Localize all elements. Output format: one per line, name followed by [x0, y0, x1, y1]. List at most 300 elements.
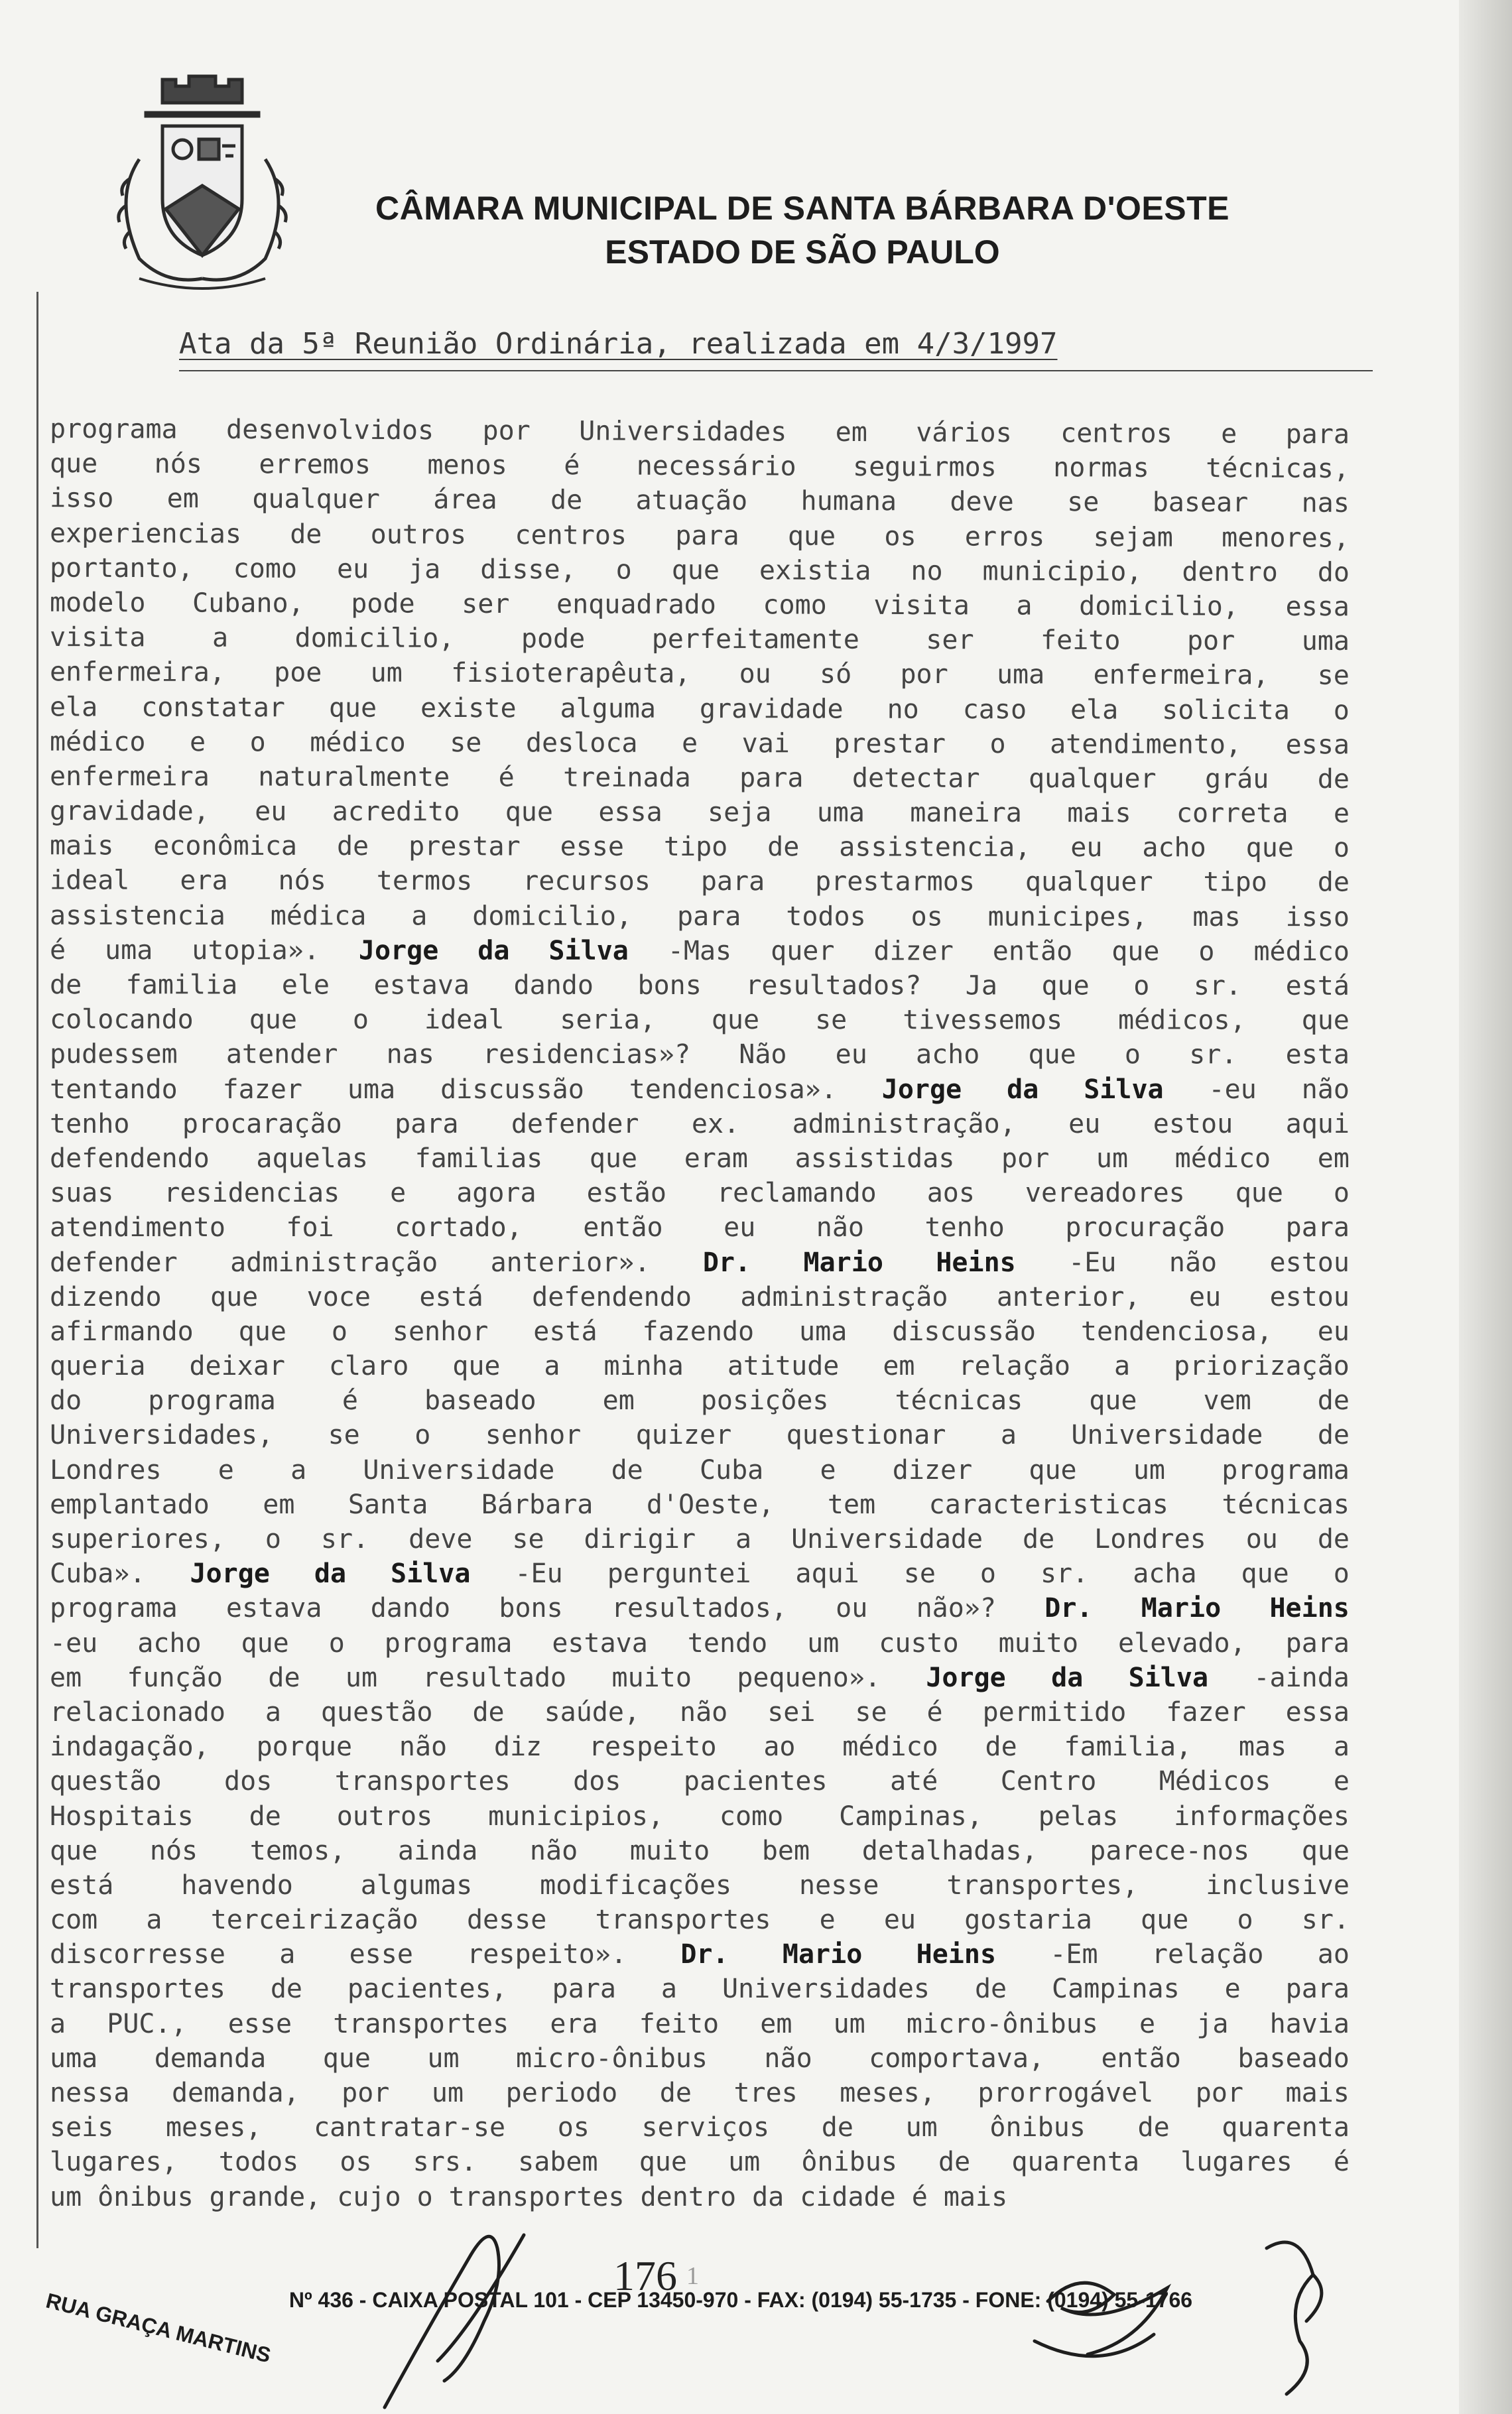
text-word: relação — [958, 1351, 1071, 1382]
text-word: que — [1029, 1454, 1077, 1486]
text-word: prestarmos — [815, 866, 975, 898]
text-line — [50, 1176, 1350, 1210]
text-word: perguntei — [607, 1558, 751, 1590]
text-word: recursos — [523, 866, 651, 897]
text-word: dizendo — [50, 1281, 162, 1312]
text-line — [50, 1453, 1350, 1488]
text-word: estava — [552, 1627, 648, 1659]
text-word: um — [431, 2078, 464, 2108]
text-word: a — [146, 1905, 162, 1936]
text-word: superiores, — [50, 1524, 225, 1555]
text-word: Santa — [347, 1489, 428, 1520]
text-word: e — [1221, 418, 1237, 450]
text-word: que — [1241, 1558, 1289, 1590]
text-line — [50, 1383, 1350, 1418]
speaker-name-word: Jorge — [926, 1662, 1006, 1693]
text-word: cortado, — [395, 1212, 523, 1243]
text-word: em — [263, 1489, 295, 1520]
text-word: de — [1317, 1385, 1350, 1417]
text-word: pequeno». — [737, 1662, 881, 1693]
text-word: tendo — [687, 1627, 768, 1659]
text-word: então — [583, 1212, 663, 1243]
text-word: deve — [950, 486, 1014, 518]
text-word: estou — [1153, 1108, 1233, 1139]
text-word: a — [1000, 1420, 1017, 1451]
speaker-name-word: Heins — [1269, 1593, 1350, 1624]
text-word: se — [815, 1005, 848, 1036]
speaker-name-word: Dr. — [680, 1939, 729, 1970]
text-word: familia — [125, 970, 238, 1001]
text-word: comportava, — [869, 2043, 1045, 2074]
text-word: esse — [227, 2008, 292, 2039]
text-word: nas — [1301, 487, 1350, 519]
text-word: o — [416, 2181, 433, 2212]
text-word: naturalmente — [258, 761, 450, 793]
text-word: não — [529, 1835, 578, 1866]
text-word: e — [1333, 798, 1350, 829]
text-word: de — [1317, 867, 1350, 898]
text-word: programa — [49, 413, 178, 445]
text-word: pelas — [1038, 1801, 1119, 1832]
text-word: municipio, — [982, 556, 1143, 588]
text-word: nesse — [799, 1870, 879, 1901]
text-word: médico — [1253, 936, 1350, 967]
text-word: uma — [1301, 625, 1350, 657]
text-word: foi — [286, 1212, 334, 1243]
speaker-name-word: Jorge — [190, 1558, 270, 1590]
text-word: mais — [1285, 2078, 1350, 2108]
text-word: constatar — [141, 692, 286, 723]
text-word: questionar — [786, 1420, 946, 1451]
text-word: fazer — [1166, 1696, 1246, 1728]
text-word: ao — [763, 1732, 796, 1763]
text-word: só — [819, 659, 852, 690]
speaker-name-word: da — [477, 935, 510, 966]
text-word: dentro — [1182, 556, 1278, 588]
text-word: experiencias — [49, 517, 242, 549]
text-word: seja — [707, 797, 772, 828]
text-word: senhor — [392, 1316, 489, 1347]
text-word: administração, — [792, 1108, 1016, 1139]
text-word: fazer — [222, 1074, 303, 1105]
text-word: gravidade, — [49, 796, 210, 827]
text-word: por — [1001, 1143, 1050, 1174]
text-word: médico — [1174, 1143, 1271, 1174]
text-word: e — [1224, 1974, 1241, 2005]
text-word: e — [1333, 1766, 1350, 1797]
text-word: não — [816, 1212, 864, 1243]
text-word: centros — [515, 519, 627, 551]
text-word: que — [452, 1351, 501, 1382]
text-word: que — [241, 1627, 289, 1659]
text-line — [50, 1072, 1350, 1107]
text-word: modificações — [540, 1870, 732, 1901]
text-word: acha — [1133, 1558, 1197, 1590]
text-word: atuação — [635, 485, 748, 517]
text-word: que — [505, 796, 554, 828]
text-line — [50, 412, 1350, 452]
text-word: ao — [1317, 1939, 1350, 1970]
text-word: é — [1333, 2147, 1350, 2178]
text-word: um — [1133, 1454, 1166, 1486]
text-word: -Eu — [1068, 1247, 1117, 1278]
text-word: que — [249, 1004, 297, 1035]
text-word: assistencia, — [839, 832, 1031, 863]
text-word: se — [450, 727, 482, 758]
text-word: em — [602, 1385, 635, 1417]
text-word: familia, — [1064, 1732, 1192, 1763]
text-line — [50, 1764, 1350, 1799]
text-line — [50, 898, 1350, 934]
text-word: ônibus — [97, 2181, 194, 2212]
text-word: o — [249, 727, 266, 758]
text-word: que — [639, 2147, 687, 2178]
text-word: eu — [883, 1905, 916, 1936]
text-word: para — [676, 901, 741, 932]
text-word: deixar — [189, 1351, 285, 1382]
text-word: -Em — [1050, 1939, 1098, 1970]
text-word: tres — [733, 2078, 798, 2108]
text-line — [50, 620, 1350, 659]
text-word: se — [903, 1558, 936, 1590]
text-word: a — [279, 1939, 296, 1970]
text-word: um — [427, 2043, 460, 2074]
text-line — [50, 759, 1350, 796]
institution-name: CÂMARA MUNICIPAL DE SANTA BÁRBARA D'OESTE — [375, 190, 1229, 227]
text-word: dando — [513, 970, 594, 1001]
text-word: estão — [586, 1178, 666, 1209]
text-line — [50, 1591, 1350, 1625]
text-word: os — [340, 2147, 372, 2178]
text-word: técnicas — [895, 1385, 1023, 1417]
speaker-name-word: Heins — [916, 1939, 997, 1970]
page-number-stamp: 1 — [686, 2262, 699, 2290]
text-word: temos, — [249, 1835, 346, 1866]
text-word: eu — [1188, 1281, 1222, 1312]
text-word: utopia». — [192, 934, 320, 966]
text-word: estou — [1269, 1247, 1350, 1278]
text-word: sr. — [1040, 1558, 1089, 1590]
text-word: poe — [274, 657, 322, 688]
text-word: ônibus — [989, 2112, 1086, 2143]
text-word: não»? — [916, 1593, 996, 1624]
text-line — [50, 481, 1350, 521]
text-word: um — [807, 1627, 840, 1659]
text-word: por — [1195, 2078, 1244, 2108]
text-word: por — [1186, 625, 1235, 657]
text-word: médica — [270, 900, 367, 931]
text-word: caso — [962, 694, 1027, 725]
text-word: qualquer — [252, 483, 381, 515]
text-word: questão — [320, 1696, 433, 1728]
text-word: municipios, — [488, 1801, 664, 1832]
text-word: pacientes — [683, 1766, 828, 1797]
text-word: a — [212, 622, 229, 653]
text-word: dos — [224, 1766, 273, 1797]
text-word: gráu — [1204, 763, 1269, 794]
text-word: de — [821, 2112, 853, 2143]
text-word: essa — [1285, 1696, 1350, 1728]
text-word: todos — [786, 901, 866, 932]
text-word: a — [1113, 1351, 1131, 1382]
text-word: de — [550, 485, 583, 516]
text-word: técnicas, — [1206, 453, 1350, 485]
text-word: prorrogável — [977, 2078, 1154, 2108]
text-word: residencias»? — [482, 1039, 691, 1070]
text-word: acho — [137, 1627, 202, 1659]
text-word: função — [127, 1662, 223, 1693]
text-word: a — [265, 1696, 281, 1728]
text-word: PUC., — [107, 2008, 187, 2039]
text-line — [50, 1210, 1350, 1245]
text-word: de — [472, 1696, 505, 1728]
speaker-name-word: Mario — [1141, 1593, 1222, 1624]
text-word: assistencia — [49, 900, 225, 931]
text-word: ela — [1070, 694, 1119, 726]
text-line — [50, 1937, 1350, 1972]
text-word: o — [615, 554, 632, 586]
text-word: o — [328, 1627, 345, 1659]
text-word: que — [322, 2043, 371, 2074]
text-word: técnicas — [1222, 1489, 1350, 1520]
text-word: serviços — [641, 2112, 770, 2143]
text-word: existia — [759, 555, 871, 586]
text-line — [50, 2145, 1350, 2179]
text-word: administração — [230, 1247, 438, 1278]
text-word: está — [419, 1281, 483, 1312]
text-word: transportes — [333, 2008, 509, 2039]
title-rule — [179, 370, 1373, 371]
text-word: que — [1245, 832, 1294, 863]
text-word: para — [1285, 418, 1350, 450]
text-word: de — [611, 1454, 643, 1486]
text-word: de — [270, 1974, 302, 2005]
text-word: domicilio, — [294, 623, 455, 654]
text-word: que — [1141, 1905, 1189, 1936]
text-word: detalhadas, — [861, 1835, 1038, 1866]
text-word: que — [50, 1835, 98, 1866]
text-word: a — [544, 1351, 560, 1382]
text-word: relacionado — [50, 1696, 225, 1728]
text-word: transportes — [50, 1974, 225, 2005]
text-word: voce — [306, 1281, 371, 1312]
text-word: se — [855, 1696, 887, 1728]
text-word: o — [1333, 1178, 1350, 1209]
text-word: Universidades — [579, 416, 787, 448]
text-word: alguma — [560, 692, 657, 724]
text-word: do — [1317, 557, 1350, 588]
text-word: transportes — [334, 1766, 511, 1797]
text-line — [50, 1141, 1350, 1176]
text-word: Médicos — [1159, 1766, 1271, 1797]
text-word: um — [833, 2008, 865, 2039]
text-word: isso — [1285, 901, 1350, 932]
text-word: não — [680, 1696, 728, 1728]
text-line — [50, 794, 1350, 831]
text-word: essa — [1285, 729, 1350, 761]
text-word: o — [1333, 695, 1350, 726]
speaker-name-word: da — [1051, 1662, 1084, 1693]
text-word: essa — [598, 796, 662, 828]
text-word: eu — [724, 1212, 756, 1243]
text-word: sr. — [1189, 1039, 1237, 1070]
text-word: estava — [373, 970, 470, 1001]
text-word: uma — [105, 934, 153, 966]
text-word: muito — [629, 1835, 710, 1866]
text-word: outros — [370, 519, 467, 550]
text-word: necessário — [636, 450, 796, 482]
text-word: baseado — [1237, 2043, 1350, 2074]
text-word: ja — [1196, 2008, 1229, 2039]
text-word: que — [1111, 936, 1160, 967]
text-word: mais — [1067, 798, 1131, 829]
text-word: em — [166, 483, 199, 515]
text-word: perfeitamente — [651, 623, 859, 655]
text-word: basear — [1152, 487, 1249, 519]
text-word: e — [218, 1454, 234, 1486]
text-word: respeito». — [467, 1939, 627, 1970]
text-word: tenho — [924, 1212, 1005, 1243]
text-word: menos — [427, 450, 507, 481]
text-word: quizer — [635, 1420, 732, 1451]
text-word: do — [50, 1385, 82, 1417]
text-line — [50, 1488, 1350, 1522]
text-line — [50, 1868, 1350, 1903]
text-word: como — [763, 590, 827, 621]
text-word: havia — [1269, 2008, 1350, 2039]
text-word: d'Oeste, — [646, 1489, 775, 1520]
speaker-name-word: Mario — [803, 1247, 883, 1278]
text-word: uma — [816, 797, 865, 828]
text-word: de — [1317, 1524, 1350, 1555]
text-word: parece-nos — [1090, 1835, 1250, 1866]
text-word: por — [342, 2078, 390, 2108]
text-word: respeito — [588, 1732, 717, 1763]
text-word: menores, — [1222, 522, 1350, 554]
text-word: micro-ônibus — [516, 2043, 708, 2074]
text-word: familias — [414, 1143, 543, 1174]
text-word: gostaria — [964, 1905, 1092, 1936]
text-word: questão — [50, 1766, 162, 1797]
text-word: os — [557, 2112, 590, 2143]
text-word: ideal — [424, 1004, 505, 1035]
text-word: afirmando — [50, 1316, 194, 1347]
text-word: o — [1333, 832, 1350, 863]
text-word: solicita — [1162, 694, 1290, 726]
text-word: indagação, — [50, 1732, 210, 1763]
text-word: seis — [50, 2112, 114, 2143]
text-word: qualquer — [1025, 867, 1153, 898]
text-line — [50, 1314, 1350, 1349]
text-word: para — [675, 520, 739, 551]
text-word: ex. — [691, 1108, 740, 1139]
text-word: e — [819, 1905, 836, 1936]
text-line — [50, 1626, 1350, 1661]
text-word: aqui — [795, 1558, 859, 1590]
text-word: desse — [466, 1905, 547, 1936]
text-word: senhor — [485, 1420, 582, 1451]
text-word: baseado — [424, 1385, 536, 1417]
text-word: sr. — [1193, 970, 1242, 1001]
text-word: que — [49, 448, 98, 479]
text-word: sei — [767, 1696, 816, 1728]
text-word: não — [1168, 1247, 1218, 1278]
text-word: prestar — [409, 831, 521, 862]
text-word: como — [233, 553, 298, 584]
text-word: prestar — [834, 728, 946, 759]
text-line — [50, 1695, 1350, 1730]
text-word: defendendo — [532, 1281, 692, 1312]
text-word: uma — [799, 1316, 848, 1347]
text-word: normas — [1053, 452, 1149, 483]
speaker-name-word: Dr. — [1044, 1593, 1093, 1624]
text-word: em — [835, 416, 867, 448]
text-word: havendo — [181, 1870, 293, 1901]
text-word: eu — [1070, 832, 1103, 863]
text-word: por — [482, 415, 531, 446]
text-word: mas — [1192, 901, 1241, 932]
text-word: então — [992, 936, 1073, 967]
text-word: porque — [256, 1732, 353, 1763]
text-word: transportes, — [946, 1870, 1139, 1901]
text-word: tentando — [49, 1074, 178, 1105]
text-word: assistidas — [794, 1143, 955, 1174]
text-word: então — [1101, 2043, 1181, 2074]
text-word: estou — [1269, 1281, 1350, 1312]
text-word: -Eu — [515, 1558, 563, 1590]
text-word: para — [1285, 1212, 1350, 1243]
text-word: para — [1285, 1974, 1350, 2005]
text-word: um — [905, 2112, 938, 2143]
text-word: defender — [511, 1108, 639, 1139]
text-word: Cubano, — [192, 588, 304, 619]
text-word: a — [290, 1454, 307, 1486]
text-word: que — [328, 692, 377, 724]
text-line — [50, 2110, 1350, 2145]
text-word: vereadores — [1025, 1178, 1185, 1209]
text-word: de — [985, 1732, 1017, 1763]
text-word: era — [550, 2008, 598, 2039]
text-word: pode — [351, 588, 415, 619]
text-word: é — [911, 2181, 928, 2212]
text-word: emplantado — [50, 1489, 210, 1520]
text-line — [50, 1349, 1350, 1383]
text-word: srs. — [412, 2147, 477, 2178]
text-word: lugares, — [50, 2147, 178, 2178]
text-word: médico — [310, 727, 406, 758]
text-word: de — [767, 832, 800, 863]
text-word: o — [989, 728, 1006, 759]
text-word: de — [290, 519, 322, 550]
text-word: o — [1124, 1039, 1141, 1070]
text-word: que — [210, 1281, 259, 1312]
text-word: eu — [835, 1039, 867, 1070]
text-line — [50, 1556, 1350, 1591]
state-name: ESTADO DE SÃO PAULO — [605, 233, 1000, 271]
text-word: que — [589, 1143, 638, 1174]
text-word: de — [938, 2147, 971, 2178]
text-word: treinada — [563, 762, 691, 793]
text-word: inclusive — [1206, 1870, 1350, 1901]
text-word: residencias — [164, 1178, 340, 1209]
text-word: a — [1333, 1732, 1350, 1763]
speaker-name-word: Silva — [391, 1558, 471, 1590]
text-word: um — [1096, 1143, 1129, 1174]
text-word: eu — [255, 796, 287, 827]
text-word: discussão — [892, 1316, 1036, 1347]
text-line — [50, 933, 1350, 969]
text-word: em — [1317, 1143, 1350, 1174]
